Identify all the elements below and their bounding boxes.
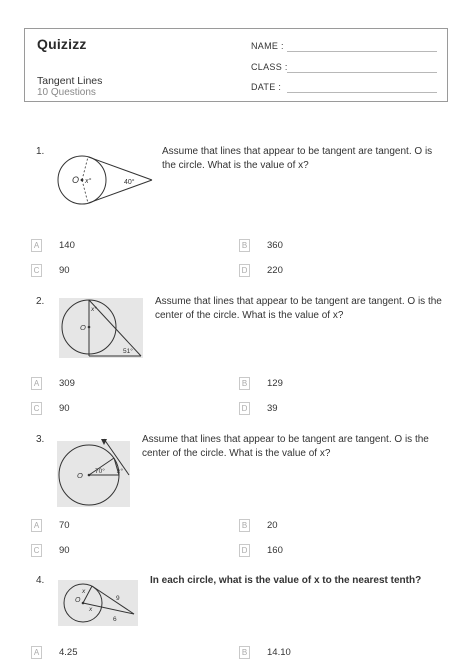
question-3-figure bbox=[57, 437, 130, 507]
question-text: In each circle, what is the value of x to the nearest tenth? bbox=[150, 575, 422, 586]
date-field[interactable] bbox=[251, 82, 281, 92]
option-value: 90 bbox=[59, 545, 70, 556]
option-letter: A bbox=[31, 646, 42, 659]
option-letter: B bbox=[239, 239, 250, 252]
option-letter: B bbox=[239, 646, 250, 659]
tangent-line bbox=[88, 180, 152, 203]
logo-text: Quizizz bbox=[37, 36, 87, 52]
quizizz-logo bbox=[37, 36, 87, 52]
angle-label: x° bbox=[85, 178, 92, 185]
segment-label: x bbox=[82, 588, 86, 595]
option-letter: C bbox=[31, 264, 42, 277]
question-number: 2. bbox=[36, 296, 45, 307]
question-number: 1. bbox=[36, 146, 45, 157]
option-value: 70 bbox=[59, 520, 70, 531]
worksheet-header bbox=[24, 28, 448, 102]
segment-label: 9 bbox=[116, 595, 120, 602]
option-value: 160 bbox=[267, 545, 283, 556]
option-letter: A bbox=[31, 519, 42, 532]
class-line[interactable] bbox=[287, 72, 437, 73]
center-label: O bbox=[80, 323, 86, 332]
option-letter: B bbox=[239, 377, 250, 390]
option-letter: D bbox=[239, 402, 250, 415]
option-letter: B bbox=[239, 519, 250, 532]
worksheet-title: Tangent Lines bbox=[37, 75, 103, 87]
question-number: 4. bbox=[36, 575, 45, 586]
question-4-figure bbox=[58, 578, 138, 628]
center-label: O bbox=[77, 471, 83, 480]
center-label: O bbox=[72, 175, 80, 185]
option-value: 129 bbox=[267, 378, 283, 389]
date-label: DATE : bbox=[251, 82, 282, 92]
option-value: 140 bbox=[59, 240, 75, 251]
option-letter: D bbox=[239, 264, 250, 277]
option-value: 4.25 bbox=[59, 647, 78, 658]
angle-label: 51° bbox=[123, 348, 133, 355]
name-label: NAME : bbox=[251, 41, 284, 51]
date-line[interactable] bbox=[287, 92, 437, 93]
question-1-figure bbox=[54, 150, 156, 210]
option-letter: D bbox=[239, 544, 250, 557]
option-letter: C bbox=[31, 544, 42, 557]
angle-label: x° bbox=[117, 468, 123, 475]
tangent-line bbox=[88, 157, 152, 180]
option-value: 309 bbox=[59, 378, 75, 389]
option-value: 39 bbox=[267, 403, 278, 414]
class-label: CLASS : bbox=[251, 62, 288, 72]
question-2-figure bbox=[59, 298, 143, 358]
center-point bbox=[81, 179, 84, 182]
center-point bbox=[82, 602, 85, 605]
angle-label: x° bbox=[91, 306, 97, 313]
center-point bbox=[88, 474, 91, 477]
question-text: Assume that lines that appear to be tangent are tangent. O is the center of the circle. What is the value of x? bbox=[142, 434, 429, 459]
option-value: 90 bbox=[59, 403, 70, 414]
center-label: O bbox=[75, 597, 81, 604]
name-field[interactable] bbox=[251, 41, 284, 51]
option-letter: A bbox=[31, 239, 42, 252]
option-value: 220 bbox=[267, 265, 283, 276]
segment-label: 6 bbox=[113, 616, 117, 623]
option-value: 20 bbox=[267, 520, 278, 531]
angle-label: 40° bbox=[124, 179, 135, 186]
name-line[interactable] bbox=[287, 51, 437, 52]
question-count: 10 Questions bbox=[37, 87, 96, 98]
option-letter: A bbox=[31, 377, 42, 390]
figure-background bbox=[58, 580, 138, 626]
question-text: Assume that lines that appear to be tangent are tangent. O is the circle. What is the value of x? bbox=[162, 146, 433, 171]
question-text: Assume that lines that appear to be tangent are tangent. O is the center of the circle. What is the value of x? bbox=[155, 296, 442, 321]
question-number: 3. bbox=[36, 434, 45, 445]
radius-line bbox=[82, 157, 88, 180]
option-value: 90 bbox=[59, 265, 70, 276]
option-value: 14.10 bbox=[267, 647, 291, 658]
angle-label: 70° bbox=[95, 468, 105, 475]
class-field[interactable] bbox=[251, 62, 288, 72]
option-letter: C bbox=[31, 402, 42, 415]
center-point bbox=[88, 326, 91, 329]
option-value: 360 bbox=[267, 240, 283, 251]
segment-label: x bbox=[89, 606, 93, 613]
